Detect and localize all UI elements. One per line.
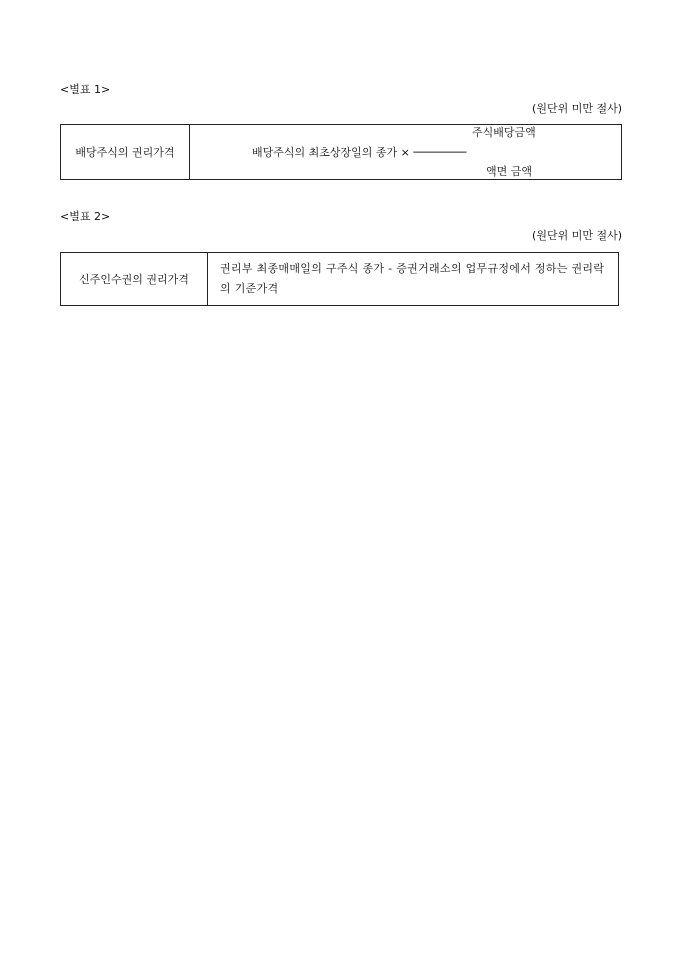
table2 xyxy=(60,252,619,306)
formula-main: 배당주식의 최초상장일의 종가 × ──────── xyxy=(252,146,467,159)
table2-unit-note: (원단위 미만 절사) xyxy=(532,229,622,242)
formula-numerator: 주식배당금액 xyxy=(472,126,536,139)
table2-description: 권리부 최종매매일의 구주식 종가 - 증권거래소의 업무규정에서 정하는 권리락의 기준가격 xyxy=(208,253,619,306)
formula-denominator: 액면 금액 xyxy=(486,165,533,178)
table1-label: 배당주식의 권리가격 xyxy=(61,125,190,180)
table1-caption: <별표 1> xyxy=(60,83,111,96)
table1-formula xyxy=(190,125,622,180)
table2-caption: <별표 2> xyxy=(60,210,111,223)
table1 xyxy=(60,124,622,180)
table2-label: 신주인수권의 권리가격 xyxy=(61,253,208,306)
table1-unit-note: (원단위 미만 절사) xyxy=(532,102,622,115)
